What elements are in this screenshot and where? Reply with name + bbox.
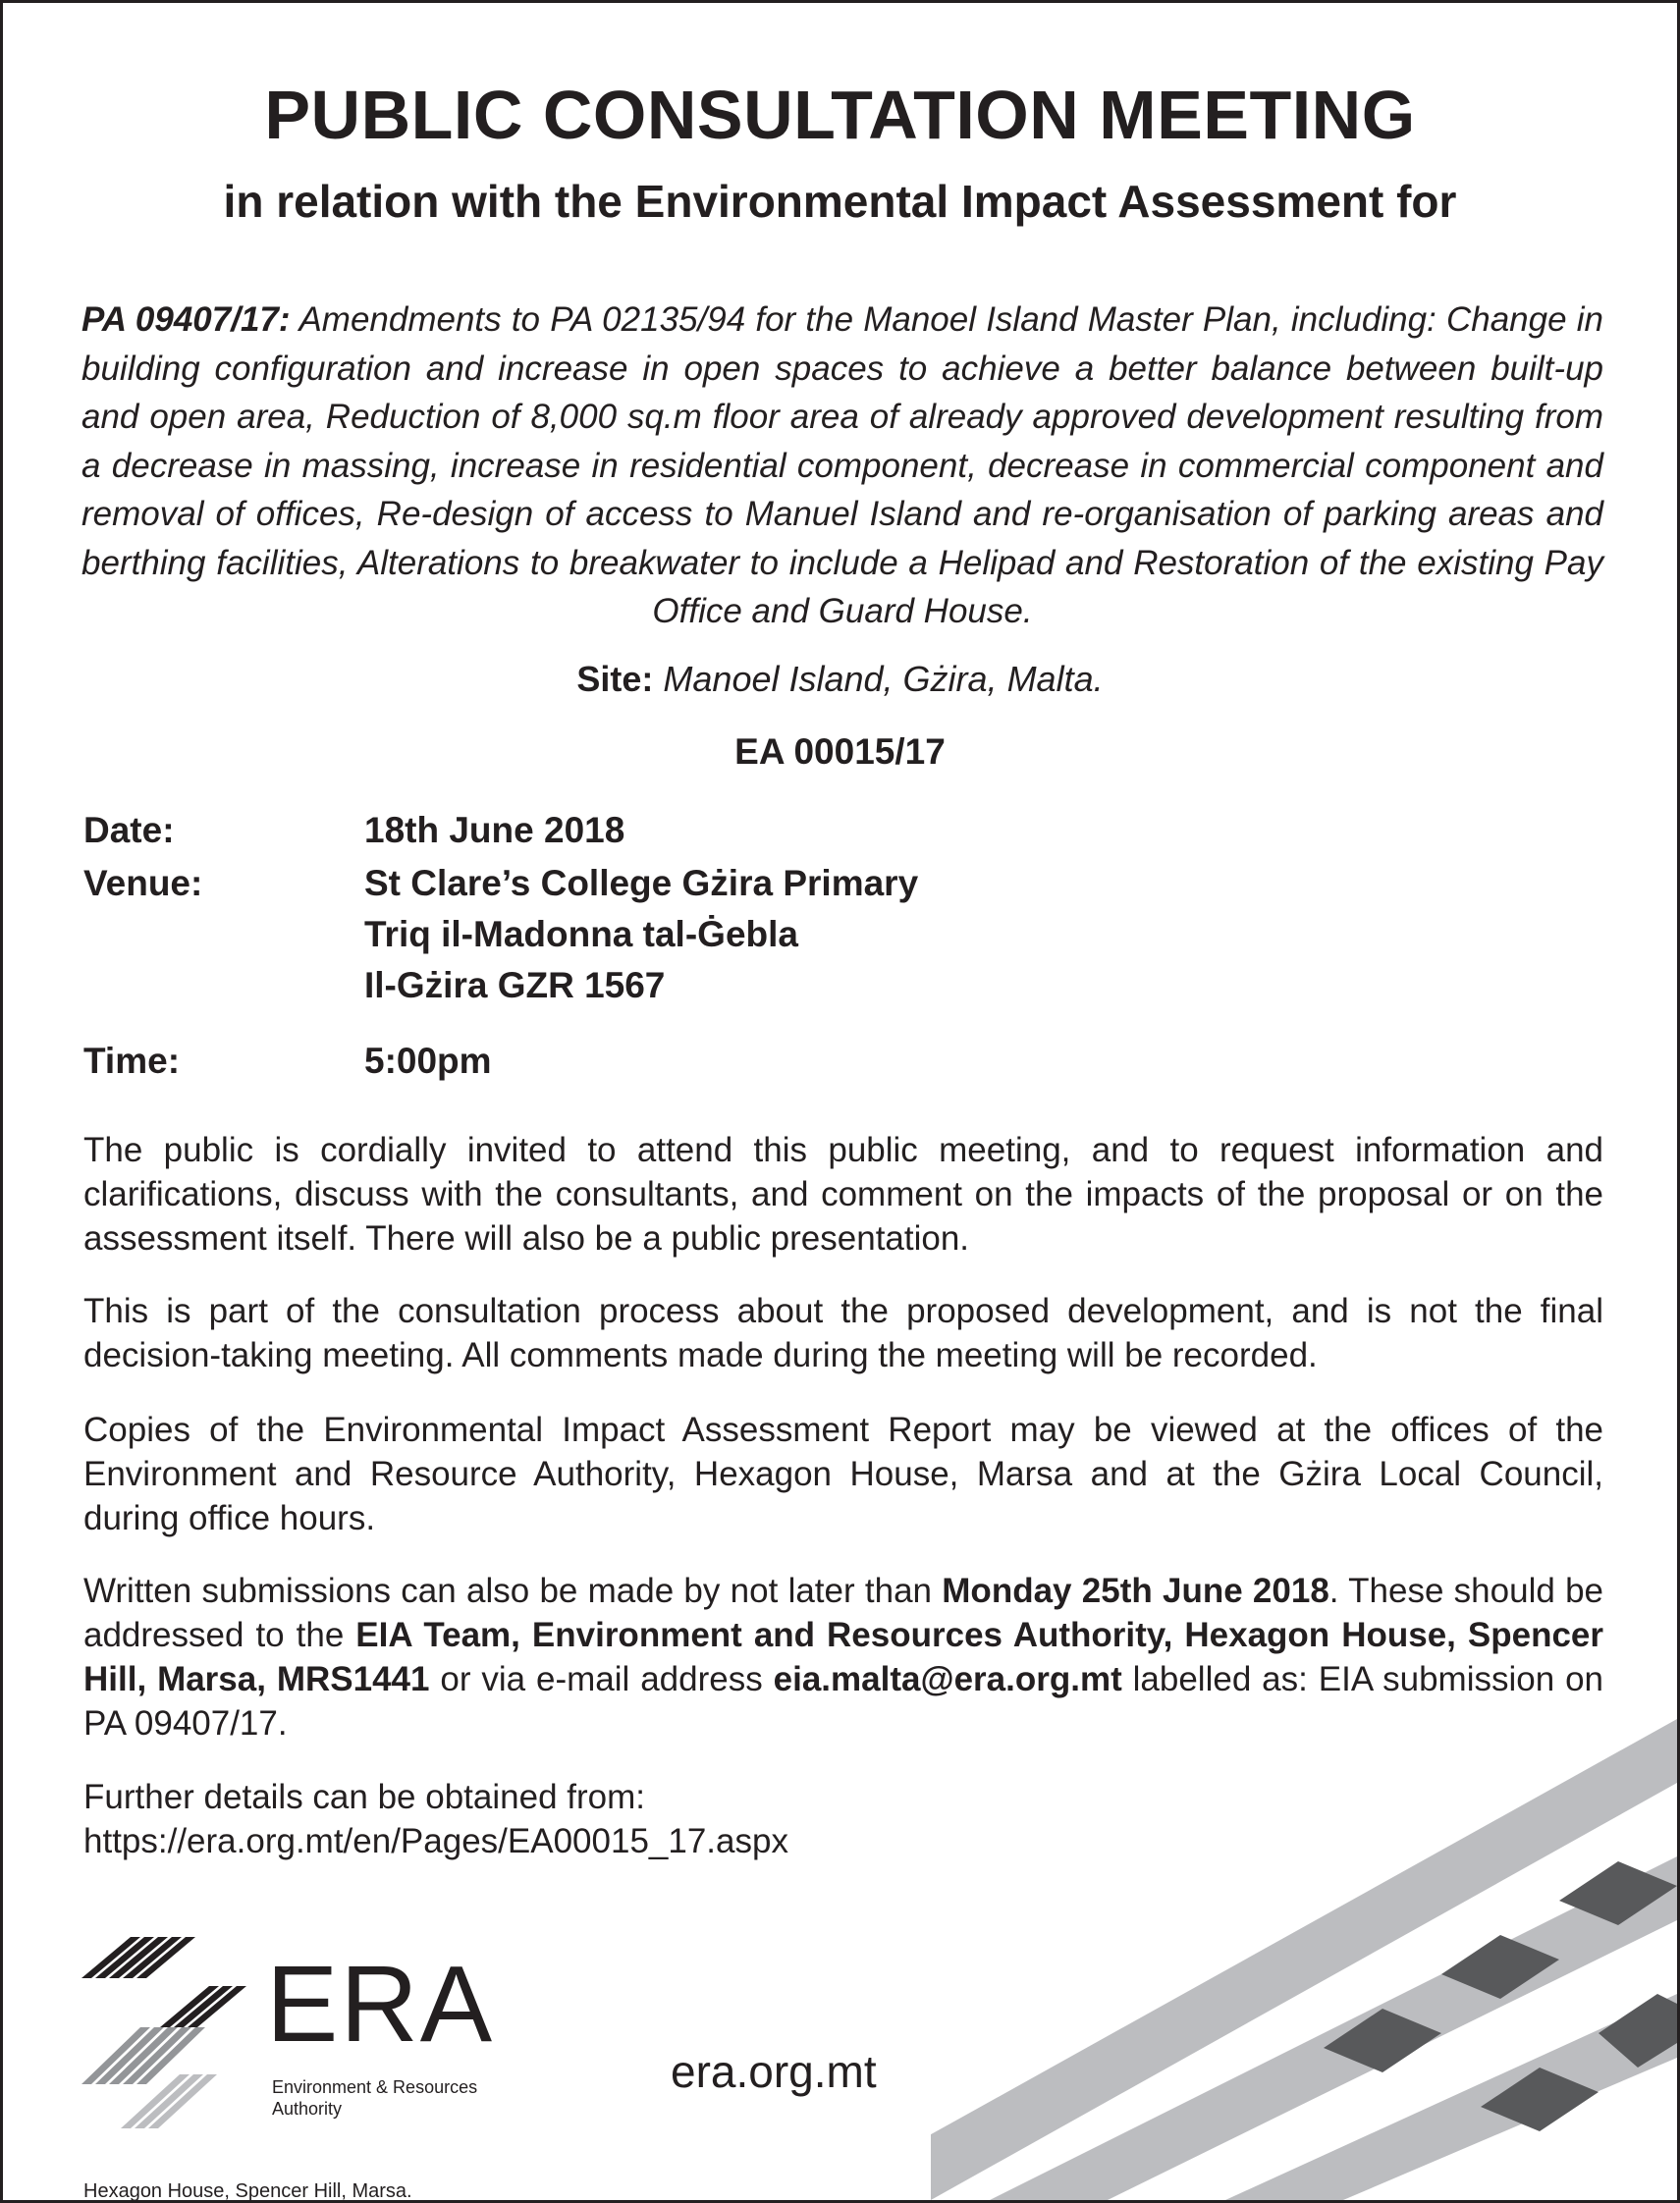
time-label: Time:: [83, 1041, 181, 1081]
venue-line: St Clare’s College Gżira Primary: [364, 863, 919, 903]
time-value: 5:00pm: [364, 1041, 492, 1081]
venue-line: Il-Gżira GZR 1567: [364, 965, 666, 1005]
notice-subtitle: in relation with the Environmental Impact Assessment for: [223, 176, 1457, 227]
submissions-middle: . These should be addressed to the: [83, 1572, 1603, 1654]
submission-email: eia.malta@era.org.mt: [773, 1660, 1122, 1698]
era-full-name: [272, 2076, 477, 2120]
notice-title: PUBLIC CONSULTATION MEETING: [264, 77, 1416, 153]
submissions-end: labelled as: EIA submission on PA 09407/17.: [83, 1660, 1604, 1743]
venue-label: Venue:: [83, 863, 203, 903]
venue-line: Triq il-Madonna tal-Ġebla: [364, 914, 798, 954]
project-description: [81, 296, 1603, 636]
date-value: 18th June 2018: [364, 810, 625, 850]
era-logo-text: ERA: [266, 1944, 495, 2065]
process-paragraph: This is part of the consultation process about the proposed development, and is not the final decision-taking meeting. All comments made during the meeting will be recorded.: [83, 1292, 1603, 1374]
copies-paragraph: Copies of the Environmental Impact Assessment Report may be viewed at the offices of the Environment and Resource Authority, Hexagon House, Marsa and at the Gżira Local Council, during office hours.: [83, 1411, 1603, 1537]
further-details-label: Further details can be obtained from:: [83, 1778, 645, 1816]
submission-address: EIA Team, Environment and Resources Authority, Hexagon House, Spencer Hill, Marsa, MRS1441: [83, 1616, 1603, 1698]
date-label: Date:: [83, 810, 175, 850]
site-label: Site:: [576, 659, 654, 699]
pa-number: PA 09407/17:: [81, 300, 291, 339]
submissions-via: or via e-mail address: [429, 1660, 774, 1698]
ea-reference: EA 00015/17: [734, 731, 946, 772]
era-logo-icon: [81, 1937, 278, 2133]
era-name-line: Environment & Resources: [272, 2077, 478, 2097]
further-details: [83, 1775, 788, 1863]
submissions-intro: Written submissions can also be made by not later than: [83, 1572, 943, 1610]
submission-deadline: Monday 25th June 2018: [942, 1572, 1329, 1610]
decorative-stripes: [931, 1680, 1677, 2200]
footer-website[interactable]: era.org.mt: [671, 2046, 877, 2097]
era-name-line: Authority: [272, 2099, 343, 2119]
site-value: Manoel Island, Gżira, Malta.: [663, 659, 1104, 699]
further-details-url[interactable]: https://era.org.mt/en/Pages/EA00015_17.aspx: [83, 1822, 788, 1860]
description-text: Amendments to PA 02135/94 for the Manoel Island Master Plan, including: Change in building configuration and increase in open spaces to achieve a better balance between built-up and open area, Reduction of 8,000 sq.m floor area of already approved development resulting from a decrease in massing, increase in residential component, decrease in commercial component and removal of offices, Re-design of access to Manuel Island and re-organisation of parking areas and berthing facilities, Alterations to breakwater to include a Helipad and Restoration of the existing Pay Office and Guard House.: [81, 300, 1603, 630]
footer-address: Hexagon House, Spencer Hill, Marsa.: [83, 2180, 412, 2202]
invitation-paragraph: The public is cordially invited to attend this public meeting, and to request information and clarifications, discuss with the consultants, and comment on the impacts of the proposal or on the assessment itself. There will also be a public presentation.: [83, 1131, 1603, 1258]
site-line: [3, 659, 1677, 700]
